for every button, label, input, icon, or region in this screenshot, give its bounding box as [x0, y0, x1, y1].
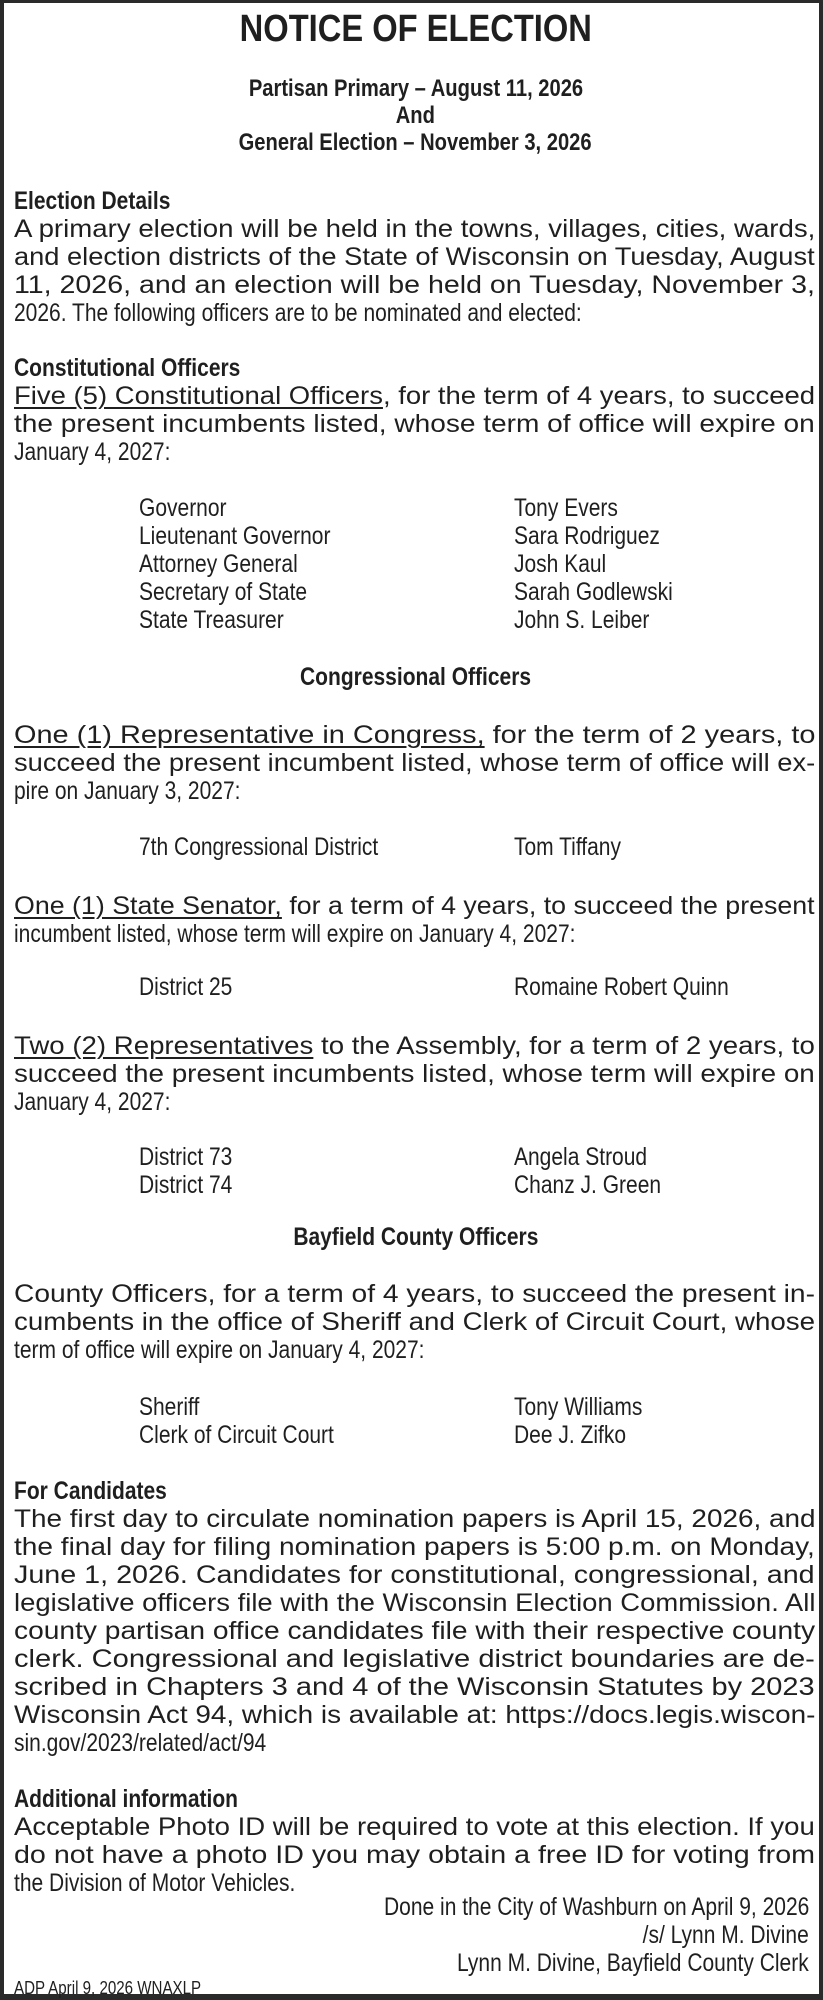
office-name: Clerk of Circuit Court	[139, 1421, 334, 1449]
additional-line: Acceptable Photo ID will be required to vote at this election. If you	[14, 1813, 815, 1841]
candidates-url-line[interactable]: sin.gov/2023/related/act/94	[14, 1729, 267, 1757]
office-name: Governor	[139, 494, 227, 522]
candidates-line: Wisconsin Act 94, which is available at: https://docs.legis.wiscon-	[14, 1701, 816, 1729]
candidates-line: clerk. Congressional and legislative district boundaries are de-	[14, 1645, 815, 1673]
incumbent-name: Tom Tiffany	[514, 833, 621, 861]
signature-signed: /s/ Lynn M. Divine	[642, 1921, 809, 1949]
senator-intro	[14, 892, 815, 920]
candidates-line: county partisan office candidates file with their respective county	[14, 1617, 816, 1645]
additional-line: the Division of Motor Vehicles.	[14, 1869, 296, 1897]
office-name: Lieutenant Governor	[139, 522, 331, 550]
candidates-line: legislative officers file with the Wisconsin Election Commission. All	[14, 1589, 816, 1617]
constitutional-line: the present incumbents listed, whose term of office will expire on	[14, 410, 815, 438]
office-name: Attorney General	[139, 550, 298, 578]
incumbent-name: Dee J. Zifko	[514, 1421, 627, 1449]
heading-additional: Additional information	[14, 1785, 238, 1813]
congress-rep-intro	[14, 721, 815, 749]
subtitle-primary: Partisan Primary – August 11, 2026	[248, 75, 583, 102]
signature-clerk: Lynn M. Divine, Bayfield County Clerk	[457, 1949, 809, 1977]
county-line: cumbents in the office of Sheriff and Clerk of Circuit Court, whose	[14, 1308, 816, 1336]
election-details-line: A primary election will be held in the towns, villages, cities, wards,	[14, 215, 816, 243]
candidates-line: scribed in Chapters 3 and 4 of the Wisconsin Statutes by 2023	[14, 1673, 815, 1701]
heading-congressional: Congressional Officers	[299, 663, 532, 691]
assembly-rest: to the Assembly, for a term of 2 years, to	[313, 1032, 815, 1060]
constitutional-intro-underlined: Five (5) Constitutional Officers	[14, 382, 383, 410]
congress-rep-rest: for the term of 2 years, to	[484, 721, 816, 749]
office-name: 7th Congressional District	[139, 833, 379, 861]
heading-constitutional: Constitutional Officers	[14, 354, 241, 382]
office-name: District 74	[139, 1171, 233, 1199]
election-details-line: 11, 2026, and an election will be held on Tuesday, November 3,	[14, 271, 815, 299]
constitutional-line: January 4, 2027:	[14, 438, 171, 466]
incumbent-name: Chanz J. Green	[514, 1171, 662, 1199]
county-line: term of office will expire on January 4, 2027:	[14, 1336, 425, 1364]
assembly-intro	[14, 1032, 815, 1060]
incumbent-name: John S. Leiber	[514, 606, 650, 634]
assembly-line: January 4, 2027:	[14, 1088, 171, 1116]
incumbent-name: Romaine Robert Quinn	[514, 973, 729, 1001]
candidates-line: the final day for filing nomination papers is 5:00 p.m. on Monday,	[14, 1533, 815, 1561]
senator-rest: for a term of 4 years, to succeed the present	[281, 892, 815, 920]
congress-rep-underlined: One (1) Representative in Congress,	[14, 721, 485, 749]
notice-title: NOTICE OF ELECTION	[239, 8, 592, 50]
congress-rep-line: succeed the present incumbent listed, whose term of office will ex-	[14, 749, 816, 777]
additional-line: do not have a photo ID you may obtain a free ID for voting from	[14, 1841, 815, 1869]
election-details-line: and election districts of the State of Wisconsin on Tuesday, August	[14, 243, 815, 271]
office-name: Secretary of State	[139, 578, 308, 606]
senator-line: incumbent listed, whose term will expire on January 4, 2027:	[14, 920, 576, 948]
office-name: State Treasurer	[139, 606, 284, 634]
incumbent-name: Tony Evers	[514, 494, 618, 522]
signature-done-in: Done in the City of Washburn on April 9, 2026	[383, 1893, 809, 1921]
heading-election-details: Election Details	[14, 187, 171, 215]
office-name: District 73	[139, 1143, 233, 1171]
incumbent-name: Sara Rodriguez	[514, 522, 660, 550]
assembly-underlined: Two (2) Representatives	[14, 1032, 314, 1060]
office-name: Sheriff	[139, 1393, 200, 1421]
office-name: District 25	[139, 973, 233, 1001]
county-line: County Officers, for a term of 4 years, to succeed the present in-	[14, 1280, 815, 1308]
congress-rep-line: pire on January 3, 2027:	[14, 777, 241, 805]
constitutional-intro-rest: , for the term of 4 years, to succeed	[382, 382, 816, 410]
incumbent-name: Tony Williams	[514, 1393, 643, 1421]
publication-code: ADP April 9, 2026 WNAXLP	[14, 1978, 202, 1998]
subtitle-general: General Election – November 3, 2026	[239, 129, 592, 156]
constitutional-intro	[14, 382, 815, 410]
subtitle-and: And	[395, 102, 436, 129]
assembly-line: succeed the present incumbents listed, whose term will expire on	[14, 1060, 815, 1088]
incumbent-name: Josh Kaul	[514, 550, 607, 578]
heading-candidates: For Candidates	[14, 1477, 167, 1505]
incumbent-name: Angela Stroud	[514, 1143, 648, 1171]
candidates-line: The first day to circulate nomination papers is April 15, 2026, and	[14, 1505, 816, 1533]
incumbent-name: Sarah Godlewski	[514, 578, 673, 606]
election-details-line: 2026. The following officers are to be nominated and elected:	[14, 299, 582, 327]
senator-underlined: One (1) State Senator,	[14, 892, 282, 920]
heading-county: Bayfield County Officers	[292, 1223, 539, 1251]
candidates-line: June 1, 2026. Candidates for constitutional, congressional, and	[14, 1561, 815, 1589]
